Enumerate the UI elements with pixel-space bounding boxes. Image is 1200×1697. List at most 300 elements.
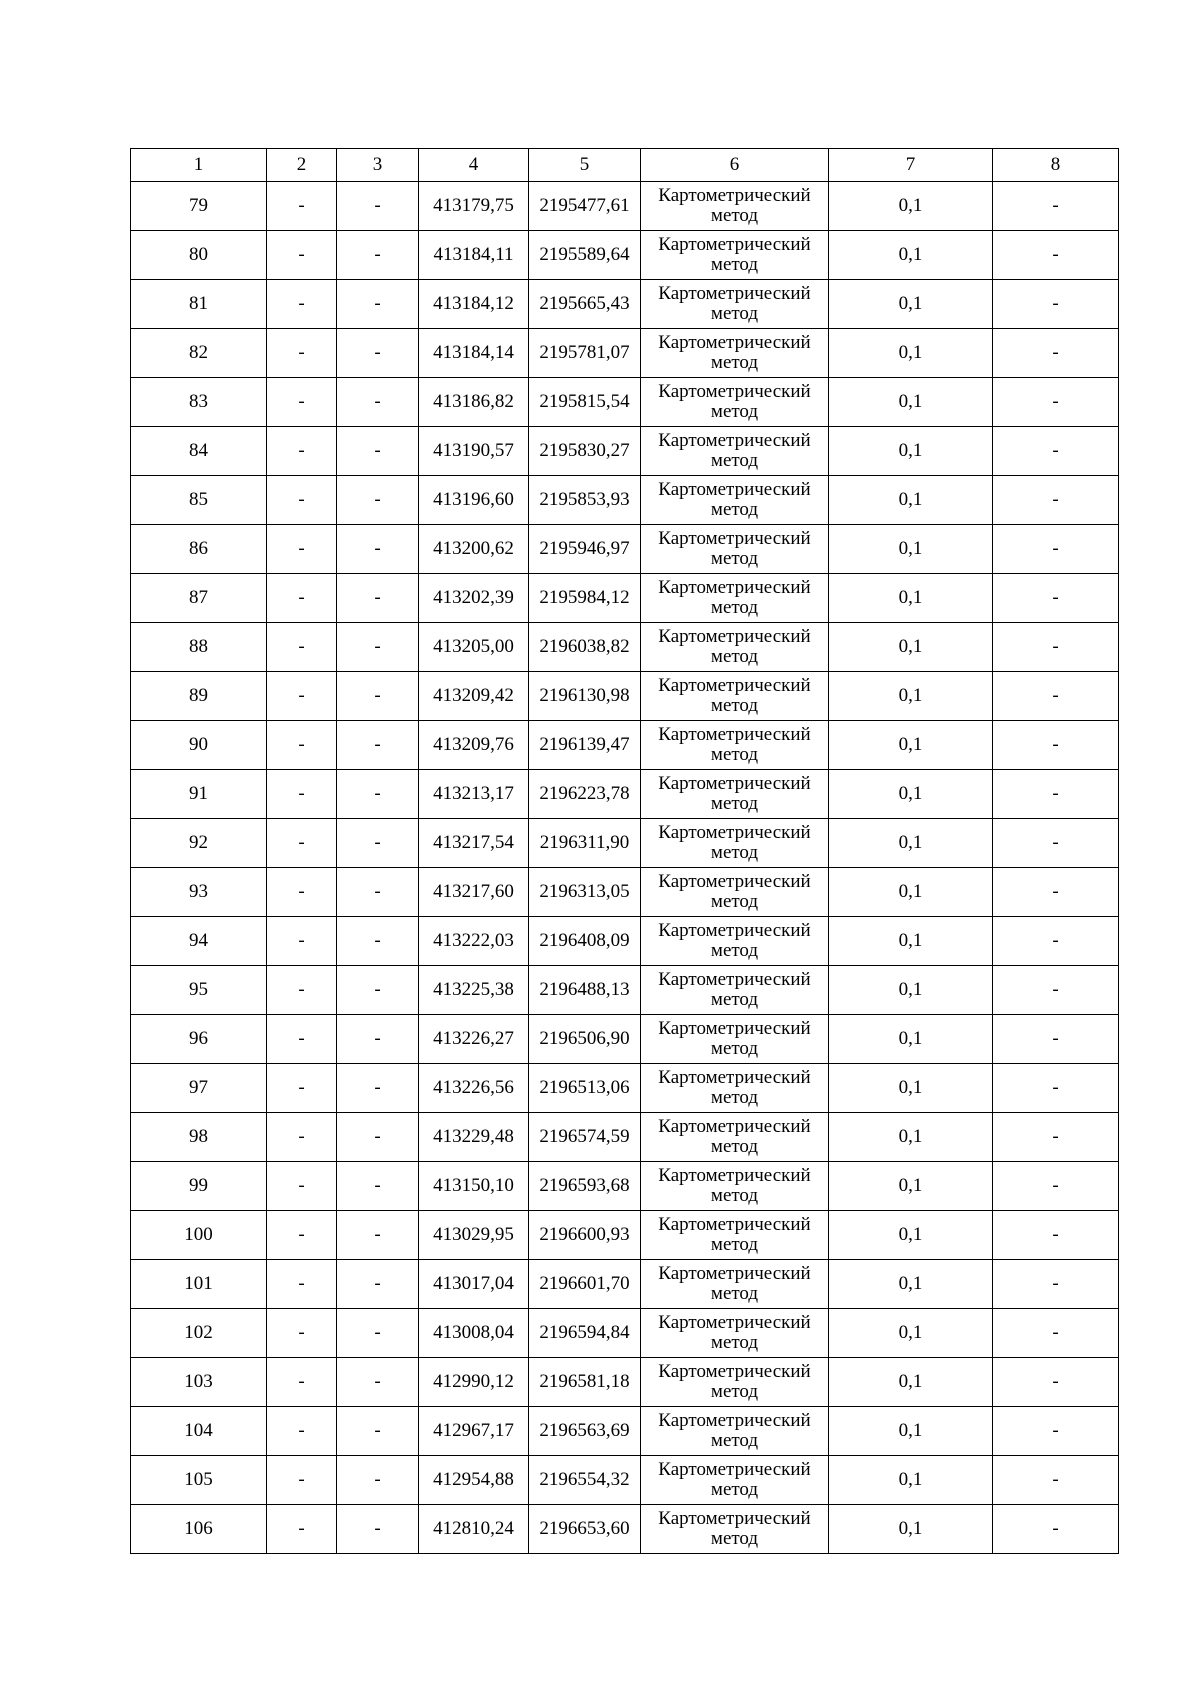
col-2-cell: - — [267, 476, 337, 525]
coord-y-cell: 2196313,05 — [529, 868, 641, 917]
column-header-6: 6 — [641, 149, 829, 182]
point-number-cell: 87 — [131, 574, 267, 623]
col-2-cell: - — [267, 1113, 337, 1162]
col-8-cell: - — [993, 1505, 1119, 1554]
method-line-2: метод — [710, 1087, 759, 1108]
accuracy-cell: 0,1 — [829, 966, 993, 1015]
table-row — [131, 819, 1119, 868]
coord-x-cell: 412810,24 — [419, 1505, 529, 1554]
table-row — [131, 1162, 1119, 1211]
col-3-cell: - — [337, 329, 419, 378]
col-2-cell: - — [267, 868, 337, 917]
accuracy-cell: 0,1 — [829, 721, 993, 770]
col-8-cell: - — [993, 1260, 1119, 1309]
coord-y-cell: 2196554,32 — [529, 1456, 641, 1505]
method-cell — [641, 525, 829, 574]
col-2-cell: - — [267, 574, 337, 623]
coord-y-cell: 2196653,60 — [529, 1505, 641, 1554]
point-number-cell: 98 — [131, 1113, 267, 1162]
col-2-cell: - — [267, 672, 337, 721]
table-row — [131, 1113, 1119, 1162]
column-header-5: 5 — [529, 149, 641, 182]
col-3-cell: - — [337, 1309, 419, 1358]
accuracy-cell: 0,1 — [829, 476, 993, 525]
method-cell — [641, 427, 829, 476]
col-2-cell: - — [267, 1260, 337, 1309]
accuracy-cell: 0,1 — [829, 525, 993, 574]
method-cell — [641, 378, 829, 427]
coord-x-cell: 413029,95 — [419, 1211, 529, 1260]
method-line-2: метод — [710, 1430, 759, 1451]
point-number-cell: 92 — [131, 819, 267, 868]
method-line-2: метод — [710, 1479, 759, 1500]
method-line-1: Картометрический — [658, 1263, 811, 1284]
coord-x-cell: 413217,54 — [419, 819, 529, 868]
accuracy-cell: 0,1 — [829, 868, 993, 917]
method-cell — [641, 1505, 829, 1554]
col-3-cell: - — [337, 1015, 419, 1064]
col-8-cell: - — [993, 721, 1119, 770]
col-2-cell: - — [267, 770, 337, 819]
col-3-cell: - — [337, 476, 419, 525]
method-line-2: метод — [710, 499, 759, 520]
method-cell — [641, 231, 829, 280]
method-line-1: Картометрический — [658, 675, 811, 696]
col-3-cell: - — [337, 1505, 419, 1554]
col-2-cell: - — [267, 623, 337, 672]
col-8-cell: - — [993, 1113, 1119, 1162]
coord-y-cell: 2196139,47 — [529, 721, 641, 770]
table-row — [131, 525, 1119, 574]
coord-y-cell: 2195946,97 — [529, 525, 641, 574]
col-3-cell: - — [337, 672, 419, 721]
point-number-cell: 85 — [131, 476, 267, 525]
accuracy-cell: 0,1 — [829, 427, 993, 476]
col-3-cell: - — [337, 1407, 419, 1456]
method-cell — [641, 329, 829, 378]
method-line-1: Картометрический — [658, 1018, 811, 1039]
coord-y-cell: 2196223,78 — [529, 770, 641, 819]
col-3-cell: - — [337, 966, 419, 1015]
method-line-1: Картометрический — [658, 724, 811, 745]
col-8-cell: - — [993, 623, 1119, 672]
column-header-7: 7 — [829, 149, 993, 182]
col-2-cell: - — [267, 427, 337, 476]
point-number-cell: 81 — [131, 280, 267, 329]
table-row — [131, 770, 1119, 819]
coordinates-table — [130, 148, 1119, 1554]
coord-x-cell: 413226,27 — [419, 1015, 529, 1064]
accuracy-cell: 0,1 — [829, 574, 993, 623]
col-2-cell: - — [267, 1358, 337, 1407]
coord-y-cell: 2196130,98 — [529, 672, 641, 721]
method-line-1: Картометрический — [658, 822, 811, 843]
coord-y-cell: 2196581,18 — [529, 1358, 641, 1407]
point-number-cell: 96 — [131, 1015, 267, 1064]
accuracy-cell: 0,1 — [829, 378, 993, 427]
col-3-cell: - — [337, 231, 419, 280]
method-line-1: Картометрический — [658, 1165, 811, 1186]
col-3-cell: - — [337, 819, 419, 868]
table-row — [131, 966, 1119, 1015]
coord-y-cell: 2196488,13 — [529, 966, 641, 1015]
col-8-cell: - — [993, 329, 1119, 378]
col-3-cell: - — [337, 1358, 419, 1407]
coord-y-cell: 2196563,69 — [529, 1407, 641, 1456]
method-cell — [641, 770, 829, 819]
point-number-cell: 97 — [131, 1064, 267, 1113]
col-2-cell: - — [267, 280, 337, 329]
coord-x-cell: 413150,10 — [419, 1162, 529, 1211]
coord-x-cell: 413200,62 — [419, 525, 529, 574]
accuracy-cell: 0,1 — [829, 1309, 993, 1358]
col-8-cell: - — [993, 1407, 1119, 1456]
method-line-2: метод — [710, 450, 759, 471]
point-number-cell: 90 — [131, 721, 267, 770]
method-cell — [641, 1260, 829, 1309]
method-line-1: Картометрический — [658, 1214, 811, 1235]
coord-y-cell: 2196513,06 — [529, 1064, 641, 1113]
table-row — [131, 574, 1119, 623]
coord-x-cell: 413226,56 — [419, 1064, 529, 1113]
point-number-cell: 83 — [131, 378, 267, 427]
coord-y-cell: 2195830,27 — [529, 427, 641, 476]
accuracy-cell: 0,1 — [829, 329, 993, 378]
method-cell — [641, 1407, 829, 1456]
accuracy-cell: 0,1 — [829, 1358, 993, 1407]
method-line-1: Картометрический — [658, 479, 811, 500]
col-2-cell: - — [267, 966, 337, 1015]
col-3-cell: - — [337, 378, 419, 427]
method-line-2: метод — [710, 891, 759, 912]
coord-x-cell: 413229,48 — [419, 1113, 529, 1162]
method-cell — [641, 623, 829, 672]
coord-y-cell: 2196600,93 — [529, 1211, 641, 1260]
col-8-cell: - — [993, 672, 1119, 721]
point-number-cell: 104 — [131, 1407, 267, 1456]
coord-x-cell: 413184,12 — [419, 280, 529, 329]
method-line-1: Картометрический — [658, 332, 811, 353]
table-row — [131, 672, 1119, 721]
col-3-cell: - — [337, 770, 419, 819]
col-8-cell: - — [993, 427, 1119, 476]
method-line-1: Картометрический — [658, 969, 811, 990]
col-2-cell: - — [267, 1407, 337, 1456]
coord-x-cell: 412954,88 — [419, 1456, 529, 1505]
table-row — [131, 868, 1119, 917]
col-2-cell: - — [267, 1456, 337, 1505]
table-body — [131, 182, 1119, 1554]
accuracy-cell: 0,1 — [829, 231, 993, 280]
point-number-cell: 91 — [131, 770, 267, 819]
coord-x-cell: 413017,04 — [419, 1260, 529, 1309]
coord-y-cell: 2195781,07 — [529, 329, 641, 378]
method-cell — [641, 819, 829, 868]
method-line-2: метод — [710, 352, 759, 373]
method-line-1: Картометрический — [658, 185, 811, 206]
method-line-1: Картометрический — [658, 528, 811, 549]
method-cell — [641, 917, 829, 966]
accuracy-cell: 0,1 — [829, 1015, 993, 1064]
coord-x-cell: 412990,12 — [419, 1358, 529, 1407]
method-cell — [641, 182, 829, 231]
col-8-cell: - — [993, 525, 1119, 574]
point-number-cell: 95 — [131, 966, 267, 1015]
col-8-cell: - — [993, 1309, 1119, 1358]
col-8-cell: - — [993, 476, 1119, 525]
coord-x-cell: 413186,82 — [419, 378, 529, 427]
col-3-cell: - — [337, 525, 419, 574]
point-number-cell: 84 — [131, 427, 267, 476]
point-number-cell: 80 — [131, 231, 267, 280]
point-number-cell: 102 — [131, 1309, 267, 1358]
col-8-cell: - — [993, 1162, 1119, 1211]
coord-y-cell: 2196408,09 — [529, 917, 641, 966]
col-8-cell: - — [993, 231, 1119, 280]
col-3-cell: - — [337, 721, 419, 770]
coord-x-cell: 413209,76 — [419, 721, 529, 770]
col-3-cell: - — [337, 182, 419, 231]
col-3-cell: - — [337, 1260, 419, 1309]
method-line-1: Картометрический — [658, 1361, 811, 1382]
method-line-1: Картометрический — [658, 381, 811, 402]
col-8-cell: - — [993, 1211, 1119, 1260]
method-line-2: метод — [710, 1332, 759, 1353]
method-line-2: метод — [710, 1234, 759, 1255]
point-number-cell: 103 — [131, 1358, 267, 1407]
table-row — [131, 427, 1119, 476]
coord-x-cell: 413209,42 — [419, 672, 529, 721]
accuracy-cell: 0,1 — [829, 1211, 993, 1260]
col-8-cell: - — [993, 378, 1119, 427]
col-2-cell: - — [267, 917, 337, 966]
method-cell — [641, 868, 829, 917]
col-3-cell: - — [337, 1456, 419, 1505]
method-line-1: Картометрический — [658, 283, 811, 304]
accuracy-cell: 0,1 — [829, 280, 993, 329]
table-row — [131, 476, 1119, 525]
col-3-cell: - — [337, 574, 419, 623]
method-cell — [641, 1113, 829, 1162]
table-row — [131, 1407, 1119, 1456]
col-8-cell: - — [993, 280, 1119, 329]
table-row — [131, 378, 1119, 427]
accuracy-cell: 0,1 — [829, 1162, 993, 1211]
method-line-2: метод — [710, 695, 759, 716]
method-cell — [641, 1211, 829, 1260]
column-header-8: 8 — [993, 149, 1119, 182]
method-cell — [641, 574, 829, 623]
method-line-1: Картометрический — [658, 773, 811, 794]
coord-x-cell: 413184,14 — [419, 329, 529, 378]
method-line-2: метод — [710, 1185, 759, 1206]
table-row — [131, 623, 1119, 672]
method-cell — [641, 1456, 829, 1505]
point-number-cell: 101 — [131, 1260, 267, 1309]
method-line-1: Картометрический — [658, 577, 811, 598]
accuracy-cell: 0,1 — [829, 1064, 993, 1113]
col-3-cell: - — [337, 1113, 419, 1162]
coord-x-cell: 413217,60 — [419, 868, 529, 917]
header-row — [131, 149, 1119, 182]
method-line-2: метод — [710, 597, 759, 618]
method-cell — [641, 1162, 829, 1211]
method-line-2: метод — [710, 205, 759, 226]
method-line-2: метод — [710, 1283, 759, 1304]
col-8-cell: - — [993, 1358, 1119, 1407]
table-row — [131, 1358, 1119, 1407]
accuracy-cell: 0,1 — [829, 1260, 993, 1309]
accuracy-cell: 0,1 — [829, 623, 993, 672]
method-line-2: метод — [710, 303, 759, 324]
col-2-cell: - — [267, 231, 337, 280]
method-line-2: метод — [710, 1381, 759, 1402]
method-cell — [641, 1064, 829, 1113]
col-2-cell: - — [267, 525, 337, 574]
point-number-cell: 89 — [131, 672, 267, 721]
table-row — [131, 329, 1119, 378]
point-number-cell: 82 — [131, 329, 267, 378]
coord-y-cell: 2196506,90 — [529, 1015, 641, 1064]
table-row — [131, 280, 1119, 329]
col-2-cell: - — [267, 819, 337, 868]
point-number-cell: 100 — [131, 1211, 267, 1260]
method-line-1: Картометрический — [658, 1067, 811, 1088]
coord-y-cell: 2196594,84 — [529, 1309, 641, 1358]
coord-x-cell: 412967,17 — [419, 1407, 529, 1456]
coord-y-cell: 2195589,64 — [529, 231, 641, 280]
col-3-cell: - — [337, 623, 419, 672]
col-2-cell: - — [267, 1015, 337, 1064]
point-number-cell: 86 — [131, 525, 267, 574]
col-8-cell: - — [993, 770, 1119, 819]
col-2-cell: - — [267, 1162, 337, 1211]
point-number-cell: 94 — [131, 917, 267, 966]
method-line-2: метод — [710, 940, 759, 961]
col-8-cell: - — [993, 574, 1119, 623]
col-3-cell: - — [337, 868, 419, 917]
method-cell — [641, 672, 829, 721]
col-8-cell: - — [993, 1064, 1119, 1113]
method-cell — [641, 280, 829, 329]
method-line-2: метод — [710, 989, 759, 1010]
method-line-1: Картометрический — [658, 430, 811, 451]
col-2-cell: - — [267, 1211, 337, 1260]
col-3-cell: - — [337, 427, 419, 476]
col-2-cell: - — [267, 182, 337, 231]
col-8-cell: - — [993, 1456, 1119, 1505]
coord-y-cell: 2196601,70 — [529, 1260, 641, 1309]
col-8-cell: - — [993, 868, 1119, 917]
method-line-1: Картометрический — [658, 871, 811, 892]
coord-y-cell: 2195815,54 — [529, 378, 641, 427]
method-cell — [641, 721, 829, 770]
col-2-cell: - — [267, 1309, 337, 1358]
method-cell — [641, 1309, 829, 1358]
table-row — [131, 917, 1119, 966]
col-8-cell: - — [993, 1015, 1119, 1064]
col-8-cell: - — [993, 819, 1119, 868]
method-line-2: метод — [710, 744, 759, 765]
method-line-2: метод — [710, 401, 759, 422]
table-row — [131, 1064, 1119, 1113]
accuracy-cell: 0,1 — [829, 1456, 993, 1505]
point-number-cell: 93 — [131, 868, 267, 917]
column-header-3: 3 — [337, 149, 419, 182]
method-line-2: метод — [710, 793, 759, 814]
coord-x-cell: 413196,60 — [419, 476, 529, 525]
col-8-cell: - — [993, 182, 1119, 231]
accuracy-cell: 0,1 — [829, 182, 993, 231]
coord-y-cell: 2195853,93 — [529, 476, 641, 525]
col-3-cell: - — [337, 1211, 419, 1260]
accuracy-cell: 0,1 — [829, 1113, 993, 1162]
col-2-cell: - — [267, 378, 337, 427]
table-row — [131, 1211, 1119, 1260]
method-line-1: Картометрический — [658, 1312, 811, 1333]
coord-y-cell: 2195665,43 — [529, 280, 641, 329]
coord-y-cell: 2196593,68 — [529, 1162, 641, 1211]
coord-y-cell: 2196311,90 — [529, 819, 641, 868]
col-2-cell: - — [267, 1064, 337, 1113]
col-3-cell: - — [337, 1162, 419, 1211]
table-row — [131, 1309, 1119, 1358]
method-line-2: метод — [710, 548, 759, 569]
method-line-1: Картометрический — [658, 1459, 811, 1480]
col-2-cell: - — [267, 1505, 337, 1554]
method-line-1: Картометрический — [658, 234, 811, 255]
coord-y-cell: 2195477,61 — [529, 182, 641, 231]
method-cell — [641, 476, 829, 525]
table-row — [131, 1260, 1119, 1309]
method-line-1: Картометрический — [658, 1410, 811, 1431]
point-number-cell: 79 — [131, 182, 267, 231]
method-line-2: метод — [710, 1136, 759, 1157]
table-row — [131, 182, 1119, 231]
col-3-cell: - — [337, 1064, 419, 1113]
method-line-1: Картометрический — [658, 1116, 811, 1137]
coord-x-cell: 413008,04 — [419, 1309, 529, 1358]
accuracy-cell: 0,1 — [829, 819, 993, 868]
col-3-cell: - — [337, 917, 419, 966]
method-line-2: метод — [710, 1038, 759, 1059]
col-3-cell: - — [337, 280, 419, 329]
coord-x-cell: 413202,39 — [419, 574, 529, 623]
table-row — [131, 1505, 1119, 1554]
method-line-2: метод — [710, 254, 759, 275]
accuracy-cell: 0,1 — [829, 1505, 993, 1554]
coord-x-cell: 413225,38 — [419, 966, 529, 1015]
col-8-cell: - — [993, 917, 1119, 966]
coord-x-cell: 413205,00 — [419, 623, 529, 672]
coord-x-cell: 413184,11 — [419, 231, 529, 280]
method-cell — [641, 966, 829, 1015]
table-header — [131, 149, 1119, 182]
coord-y-cell: 2195984,12 — [529, 574, 641, 623]
accuracy-cell: 0,1 — [829, 672, 993, 721]
table-row — [131, 721, 1119, 770]
accuracy-cell: 0,1 — [829, 770, 993, 819]
method-line-2: метод — [710, 1528, 759, 1549]
column-header-2: 2 — [267, 149, 337, 182]
coord-x-cell: 413213,17 — [419, 770, 529, 819]
coord-x-cell: 413222,03 — [419, 917, 529, 966]
table-row — [131, 1456, 1119, 1505]
table-row — [131, 231, 1119, 280]
accuracy-cell: 0,1 — [829, 1407, 993, 1456]
coord-y-cell: 2196038,82 — [529, 623, 641, 672]
col-2-cell: - — [267, 721, 337, 770]
